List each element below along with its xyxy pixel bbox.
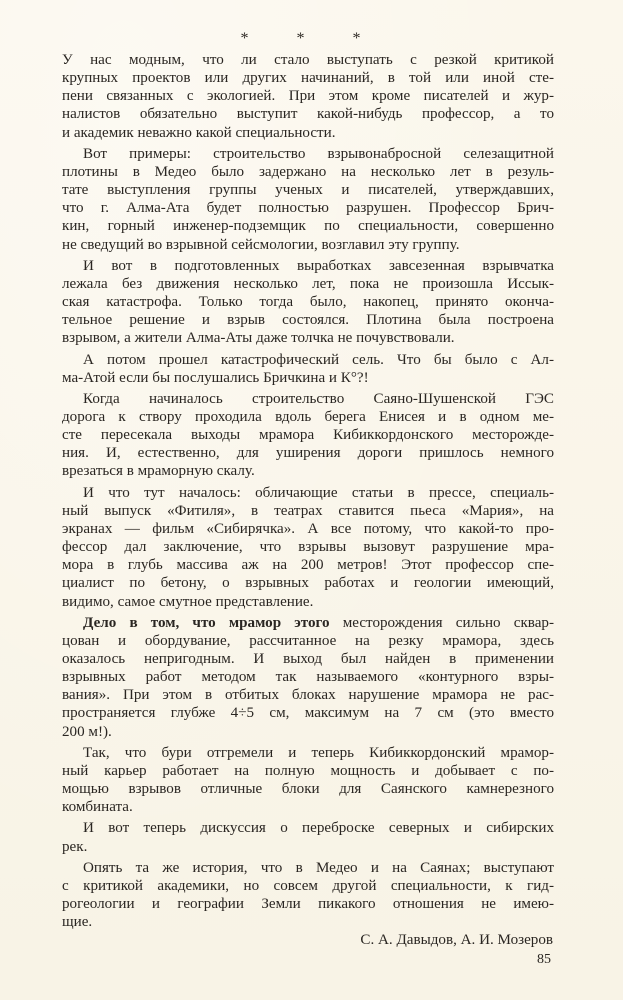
text-line: оказалось непригодным. И выход был найден в применении [62,651,554,667]
paragraph [62,859,554,932]
text-line: ская катастрофа. Только тогда было, накопец, принято оконча- [62,294,554,311]
text-line: кин, горный инженер-подземщик по специальности, совершенно [62,218,554,235]
text-line: комбината. [62,799,133,816]
text-line: И что тут началось: обличающие статьи в прессе, специаль- [83,484,554,501]
text-line: взрывом, а жители Алма-Аты даже толчка не почувствовали. [62,330,455,347]
paragraph [62,390,554,481]
text-line: дорога к створу проходила вдоль берега Енисея и в одном ме- [62,408,554,425]
paragraph [62,744,554,817]
text-line: ный выпуск «Фитиля», в театрах ставится пьеса «Мария», на [62,502,554,519]
paragraph [62,351,554,387]
bold-lead: Дело в том, что мрамор этого [83,614,330,631]
text-line: пространяется глубже 4÷5 см, максимум на 7 см (это вместо [62,705,554,722]
text-line: рогеологии и географии Земли пикакого отношения не имею- [62,896,554,913]
text-line: цован и обордувание, рассчитанное на резку мрамора, здесь [62,632,554,649]
text-line: циалист по бетону, о взрывных работах и геологии имеющий, [62,575,554,592]
text-line: не сведущий во взрывной сейсмологии, возглавил эту группу. [62,236,460,253]
text-line: пени связанных с экологией. При этом кроме писателей и жур- [62,88,554,105]
text-line: У нас модным, что ли стало выступать с резкой критикой [62,52,554,68]
text-line: мора в глубь массива аж на 200 метров! Этот профессор спе- [62,557,554,574]
text-line: тате выступления группы ученых и писателей, утверждавших, [62,182,554,199]
text-line: И вот в подготовленных выработках завсезенная взрывчатка [83,257,554,274]
page-number: 85 [537,952,551,967]
text-line: взрывных работ методом так называемого «контурного взры- [62,669,554,686]
text-line: фессор дал заключение, что взрывы вызовут разрушение мра- [62,539,554,556]
paragraph [62,145,554,254]
text-line: Вот примеры: строительство взрывонабросной селезащитной [83,145,554,162]
paragraph [62,51,554,142]
text-line: Так, что бури отгремели и теперь Кибиккордонский мрамор- [83,744,554,761]
text-line: рек. [62,838,88,855]
text-line: крупных проектов или других начинаний, в той или иной сте- [62,70,554,87]
paragraph [62,484,554,611]
text-line: врезаться в мраморную скалу. [62,463,255,480]
text-line: 200 м!). [62,723,112,740]
text-line: ма-Атой если бы послушались Бричкина и К°?! [62,369,369,386]
text-line: с критикой академики, но совсем другой специальности, к гид- [62,877,554,894]
text-line: щие. [62,914,93,931]
article-text [62,51,554,934]
text-line: экранах — фильм «Сибирячка». А все потому, что какой-то про- [62,520,554,537]
section-ornament: * * * [240,30,383,47]
text-line: Когда начиналось строительство Саяно-Шушенской ГЭС [83,390,554,407]
text-line: что г. Алма-Ата будет полностью разрушен. Профессор Брич- [62,200,554,217]
paragraph [62,257,554,348]
paragraph [62,819,554,855]
text-line: Дело в том, что мрамор этого месторождения сильно сквар- [83,614,554,631]
text-line: А потом прошел катастрофический сель. Что бы было с Ал- [83,351,554,368]
text-line: лежала без движения несколько лет, пока не произошла Иссык- [62,275,554,292]
author-signature: С. А. Давыдов, А. И. Мозеров [360,932,553,948]
text-line: тельное решение и взрыв состоялся. Плотина была построена [62,312,554,329]
text-line: и академик неважно какой специальности. [62,124,336,141]
text-line: И вот теперь дискуссия о переброске северных и сибирских [83,820,554,837]
text-line: налистов обязательно выступит какой-нибудь профессор, а то [62,106,554,123]
paragraph [62,614,554,741]
text-line: сте пересекала выходы мрамора Кибиккордонского месторожде- [62,427,554,444]
text-line: мощью взрывов отличные блоки для Саянского камнерезного [62,781,554,798]
text-line: Опять та же история, что в Медео и на Саянах; выступают [83,859,554,876]
text-line: ный карьер работает на полную мощность и добывает с по- [62,762,554,779]
text-line: ния. И, естественно, для уширения дороги пришлось немного [62,445,554,462]
text-line: плотины в Медео было задержано на несколько лет в резуль- [62,163,554,180]
text-line: вания». При этом в отбитых блоках нарушение мрамора не рас- [62,687,554,704]
text-line: видимо, самое смутное представление. [62,593,314,610]
